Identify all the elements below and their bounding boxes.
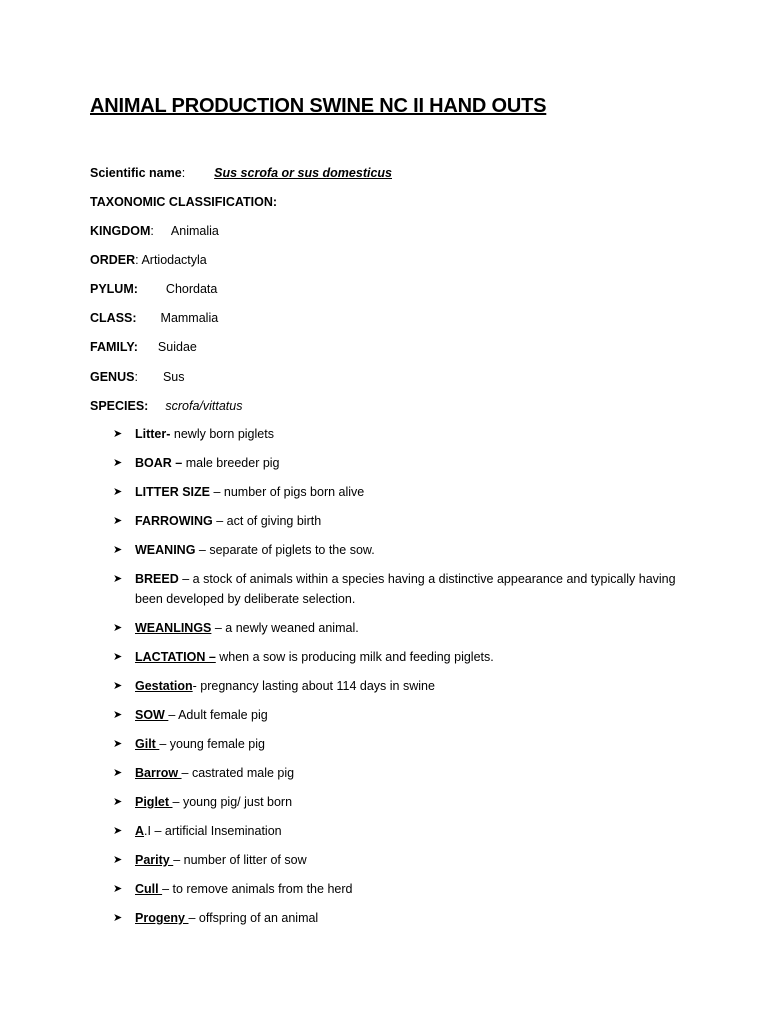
scientific-name-row <box>90 165 392 181</box>
list-item <box>113 734 693 754</box>
scientific-name-value: Sus scrofa or sus domesticus <box>214 166 392 180</box>
taxonomy-kingdom <box>90 223 219 239</box>
term-name: Gestation <box>135 679 193 693</box>
arrow-bullet-icon: ➤ <box>113 825 123 837</box>
term-definition: – number of pigs born alive <box>210 485 365 499</box>
term-definition: – young pig/ just born <box>172 795 293 809</box>
arrow-bullet-icon: ➤ <box>113 651 123 663</box>
term-definition: – to remove animals from the herd <box>162 882 353 896</box>
term-definition: – number of litter of sow <box>173 853 307 867</box>
taxonomic-heading: TAXONOMIC CLASSIFICATION: <box>90 195 278 209</box>
term-definition: – separate of piglets to the sow. <box>195 543 375 557</box>
list-item <box>113 850 693 870</box>
term-definition: – castrated male pig <box>181 766 295 780</box>
term-name: SOW <box>135 708 169 722</box>
arrow-bullet-icon: ➤ <box>113 738 123 750</box>
taxonomy-sep: : <box>134 370 138 384</box>
term-name: Cull <box>135 882 163 896</box>
taxonomy-value: Sus <box>162 370 185 384</box>
arrow-bullet-icon: ➤ <box>113 709 123 721</box>
term-name: BREED <box>135 572 179 586</box>
term-name: A <box>135 824 145 838</box>
list-item <box>113 705 693 725</box>
arrow-bullet-icon: ➤ <box>113 883 123 895</box>
page-title: ANIMAL PRODUCTION SWINE NC II HAND OUTS <box>90 95 547 117</box>
arrow-bullet-icon: ➤ <box>113 428 123 440</box>
list-item <box>113 792 693 812</box>
term-name: Gilt <box>135 737 160 751</box>
term-name: LITTER SIZE <box>135 485 210 499</box>
arrow-bullet-icon: ➤ <box>113 854 123 866</box>
taxonomy-genus <box>90 369 184 385</box>
term-definition: – act of giving birth <box>212 514 322 528</box>
arrow-bullet-icon: ➤ <box>113 622 123 634</box>
term-definition: .I – artificial Insemination <box>144 824 282 838</box>
term-name: WEANING <box>135 543 196 557</box>
taxonomy-sep: : <box>150 224 154 238</box>
term-name: Parity <box>135 853 174 867</box>
arrow-bullet-icon: ➤ <box>113 912 123 924</box>
list-item <box>113 821 693 841</box>
list-item <box>113 908 693 928</box>
taxonomy-value: Suidae <box>157 340 197 354</box>
taxonomy-label: SPECIES: <box>90 399 149 413</box>
list-item <box>113 540 693 560</box>
term-definition: – Adult female pig <box>168 708 268 722</box>
arrow-bullet-icon: ➤ <box>113 680 123 692</box>
taxonomy-species <box>90 398 242 414</box>
taxonomy-value: Chordata <box>165 282 218 296</box>
arrow-bullet-icon: ➤ <box>113 515 123 527</box>
arrow-bullet-icon: ➤ <box>113 486 123 498</box>
list-item <box>113 511 693 531</box>
term-name: FARROWING <box>135 514 213 528</box>
taxonomy-label: GENUS <box>90 370 135 384</box>
term-name: Piglet <box>135 795 173 809</box>
term-definition: – a newly weaned animal. <box>211 621 359 635</box>
term-definition: – offspring of an animal <box>188 911 319 925</box>
term-name: Progeny <box>135 911 189 925</box>
list-item <box>113 879 693 899</box>
taxonomy-label: ORDER <box>90 253 136 267</box>
term-definition: newly born piglets <box>170 427 274 441</box>
list-item <box>113 453 693 473</box>
term-name: LACTATION – <box>135 650 216 664</box>
arrow-bullet-icon: ➤ <box>113 767 123 779</box>
taxonomy-order <box>90 252 207 268</box>
list-item <box>113 618 693 638</box>
scientific-name-label: Scientific name <box>90 166 182 180</box>
list-item <box>113 424 693 444</box>
taxonomy-sep: : <box>135 253 139 267</box>
list-item <box>113 676 693 696</box>
arrow-bullet-icon: ➤ <box>113 796 123 808</box>
term-definition: – a stock of animals within a species having a distinctive appearance and typically having been developed by deliberate selection. <box>135 572 676 606</box>
taxonomy-value: Animalia <box>170 224 219 238</box>
taxonomy-value: Mammalia <box>160 311 219 325</box>
scientific-name-sep: : <box>181 166 186 180</box>
taxonomy-value: scrofa/vittatus <box>165 399 243 413</box>
term-name: WEANLINGS <box>135 621 212 635</box>
taxonomy-label: FAMILY: <box>90 340 138 354</box>
term-definition: when a sow is producing milk and feeding piglets. <box>215 650 494 664</box>
term-name: Barrow <box>135 766 182 780</box>
term-definition: – young female pig <box>159 737 265 751</box>
list-item <box>113 763 693 783</box>
arrow-bullet-icon: ➤ <box>113 457 123 469</box>
taxonomy-value: Artiodactyla <box>141 253 207 267</box>
taxonomy-family <box>90 339 197 355</box>
arrow-bullet-icon: ➤ <box>113 573 123 585</box>
term-definition: male breeder pig <box>182 456 280 470</box>
term-name: BOAR – <box>135 456 183 470</box>
taxonomy-label: CLASS: <box>90 311 137 325</box>
taxonomy-label: KINGDOM <box>90 224 151 238</box>
taxonomy-pylum <box>90 281 217 297</box>
taxonomy-class <box>90 310 218 326</box>
term-name: Litter- <box>135 427 171 441</box>
arrow-bullet-icon: ➤ <box>113 544 123 556</box>
taxonomy-label: PYLUM: <box>90 282 138 296</box>
list-item <box>113 569 693 609</box>
list-item <box>113 647 693 667</box>
term-definition: - pregnancy lasting about 114 days in swine <box>192 679 435 693</box>
list-item <box>113 482 693 502</box>
